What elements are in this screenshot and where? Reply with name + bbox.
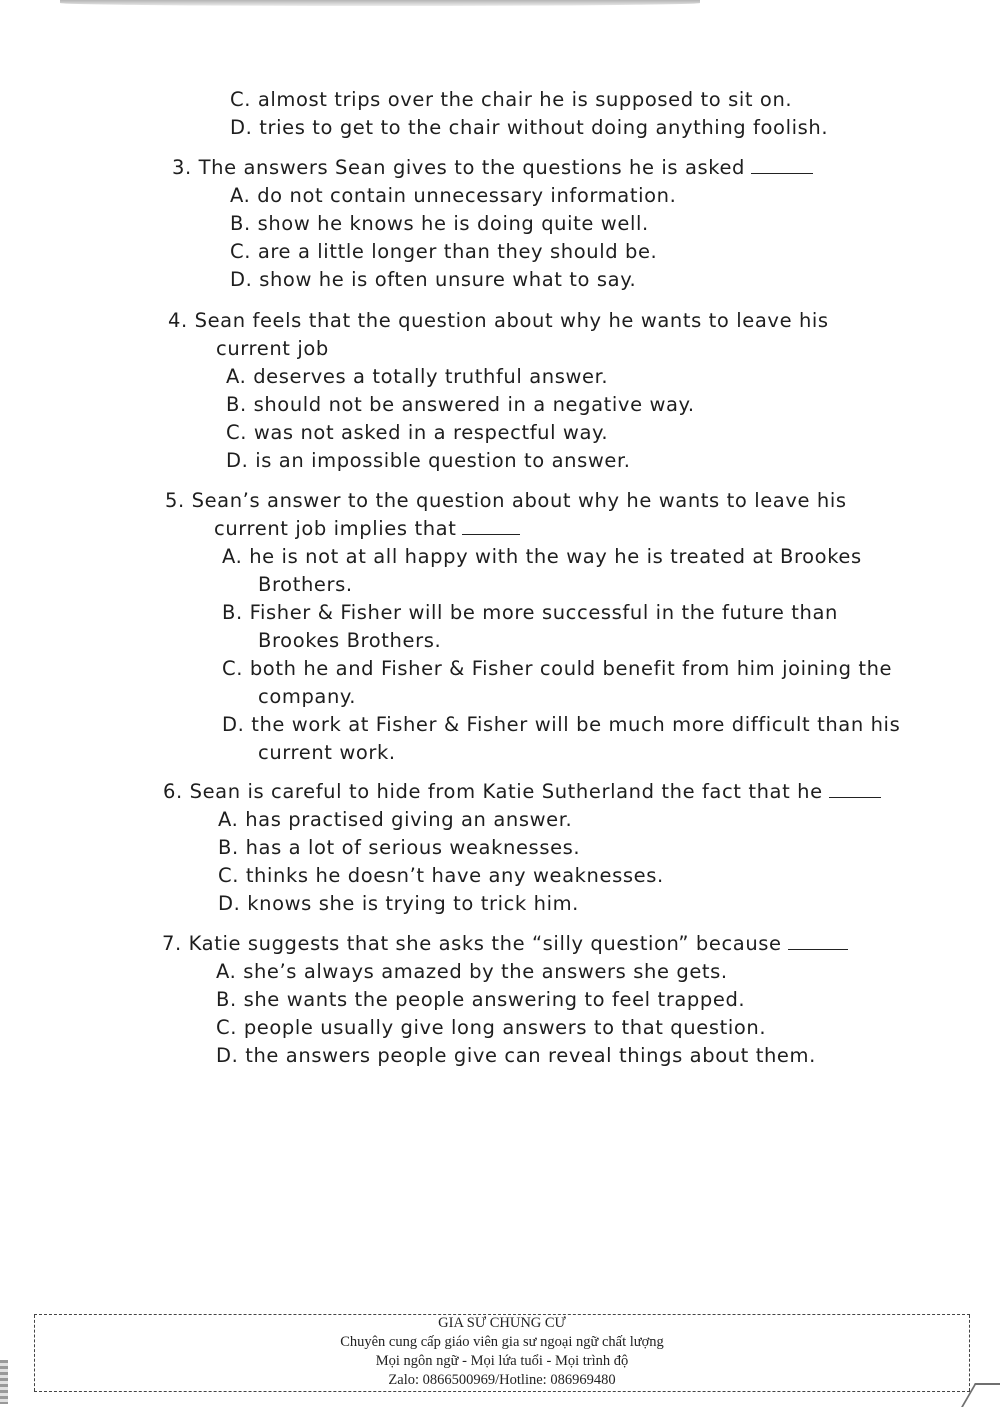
answer-blank [462,520,520,535]
q7-option-d: D. the answers people give can reveal things about them. [216,1044,816,1067]
footer-line-3: Zalo: 0866500969/Hotline: 086969480 [388,1372,616,1388]
q5-option-a-cont: Brothers. [258,573,353,596]
q3-option-b: B. show he knows he is doing quite well. [230,212,649,235]
q6-option-a: A. has practised giving an answer. [218,808,573,831]
q2-option-c: C. almost trips over the chair he is supposed to sit on. [230,88,793,111]
q3-option-a: A. do not contain unnecessary information. [230,184,677,207]
answer-blank [788,935,848,950]
q2-option-d: D. tries to get to the chair without doing anything foolish. [230,116,829,139]
q5-option-c: C. both he and Fisher & Fisher could benefit from him joining the [222,657,893,680]
answer-blank [751,159,813,174]
footer-ad-box [34,1314,970,1392]
footer-line-1: Chuyên cung cấp giáo viên gia sư ngoại ngữ chất lượng [340,1334,664,1350]
q4-stem: 4. Sean feels that the question about why he wants to leave his [168,309,829,332]
q7-option-c: C. people usually give long answers to that question. [216,1016,767,1039]
q6-option-c: C. thinks he doesn’t have any weaknesses. [218,864,664,887]
q6-option-d: D. knows she is trying to trick him. [218,892,579,915]
q6-stem: 6. Sean is careful to hide from Katie Sutherland the fact that he [163,780,881,804]
q3-option-c: C. are a little longer than they should be. [230,240,658,263]
q5-option-c-cont: company. [258,685,357,708]
q3-option-d: D. show he is often unsure what to say. [230,268,637,291]
q5-stem: 5. Sean’s answer to the question about why he wants to leave his [165,489,847,512]
q4-option-a: A. deserves a totally truthful answer. [226,365,609,388]
footer-line-2: Mọi ngôn ngữ - Mọi lứa tuổi - Mọi trình độ [375,1353,629,1369]
q5-stem-cont: current job implies that [214,517,520,541]
scan-edge-marks [0,1360,8,1404]
q5-option-d: D. the work at Fisher & Fisher will be much more difficult than his [222,713,901,736]
q5-option-b-cont: Brookes Brothers. [258,629,442,652]
q7-option-b: B. she wants the people answering to feel trapped. [216,988,746,1011]
q4-option-d: D. is an impossible question to answer. [226,449,631,472]
q3-stem: 3. The answers Sean gives to the questions he is asked [172,156,813,180]
q7-option-a: A. she’s always amazed by the answers she gets. [216,960,728,983]
answer-blank [829,783,881,798]
q4-option-b: B. should not be answered in a negative way. [226,393,695,416]
footer-title: GIA SƯ CHUNG CƯ [438,1315,566,1331]
q7-stem: 7. Katie suggests that she asks the “silly question” because [162,932,848,956]
q4-stem-cont: current job [216,337,329,360]
q5-option-d-cont: current work. [258,741,396,764]
q5-option-b: B. Fisher & Fisher will be more successful in the future than [222,601,838,624]
q5-option-a: A. he is not at all happy with the way he is treated at Brookes [222,545,862,568]
q6-option-b: B. has a lot of serious weaknesses. [218,836,581,859]
scan-edge-shadow [60,0,700,6]
q4-option-c: C. was not asked in a respectful way. [226,421,609,444]
